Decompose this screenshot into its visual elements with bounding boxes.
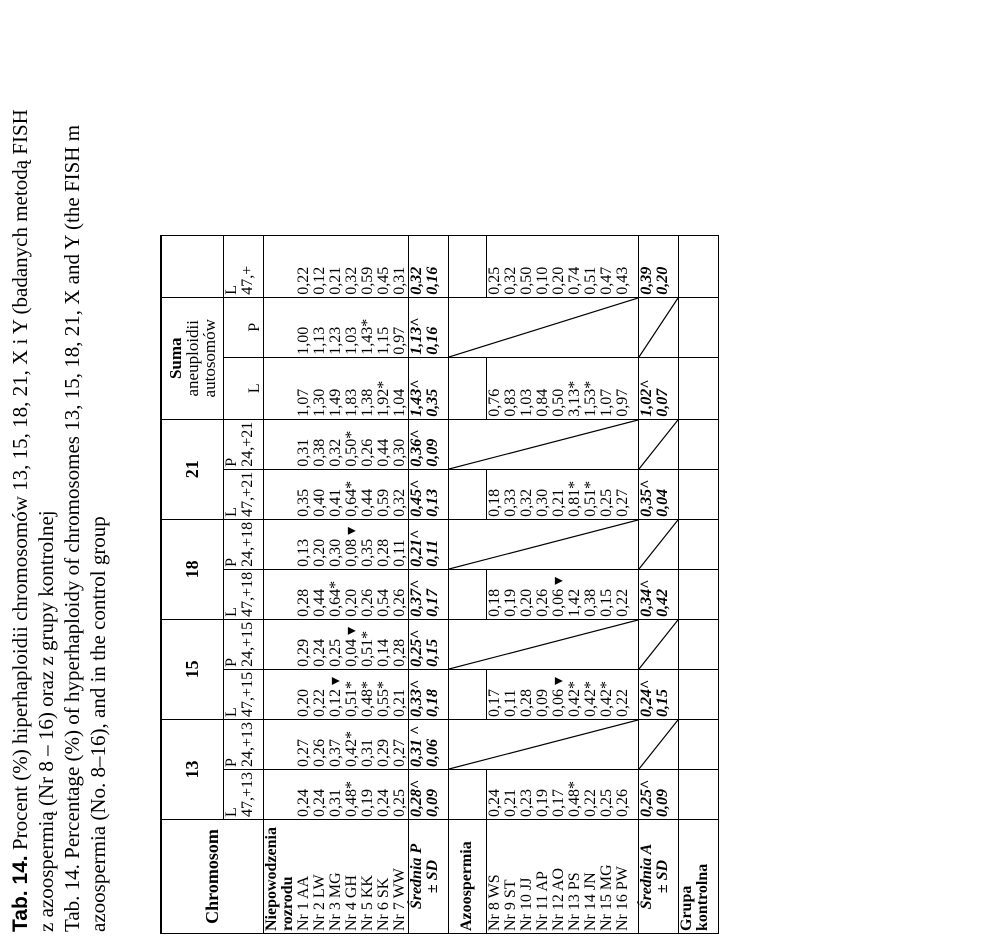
cell-value: 0,22	[310, 688, 328, 717]
sub-13-P: P 24,+13	[223, 719, 263, 769]
cell-value: 0,51*	[342, 680, 360, 717]
cell-value: 0,09	[423, 789, 441, 817]
cell-value: 0,04 ▾	[342, 626, 360, 667]
cell-value: 0,38	[581, 588, 599, 617]
cell-value: 0,22	[294, 266, 312, 295]
cell-value: 0,38	[310, 438, 328, 467]
mean1-row	[408, 235, 448, 933]
cell-value: 0,28	[374, 538, 392, 567]
cell-value: 0,31 ^	[407, 725, 425, 767]
cell-value: 0,27	[294, 738, 312, 767]
cell-value: 1,49	[326, 388, 344, 417]
cell-value: 0,74	[565, 266, 583, 295]
sub-15-P: P 24,+15	[223, 619, 263, 669]
cell-value: 0,32	[501, 266, 519, 295]
cell-value: 0,30	[533, 488, 551, 517]
cell-value: 0,22	[613, 688, 631, 717]
cell-value: 0,51	[581, 266, 599, 295]
cell-value: 0,43	[613, 266, 631, 295]
cell-value: 0,32	[517, 488, 535, 517]
cell-value: 1,04	[390, 388, 408, 417]
cell-value: 0,21	[549, 488, 567, 517]
cell-value: 0,45^	[407, 479, 425, 517]
cell-value: 0,18	[485, 588, 503, 617]
cell-value: 0,30	[390, 438, 408, 467]
cell-value: 0,27	[390, 738, 408, 767]
cell-value: 0,09	[653, 789, 671, 817]
cell-value: 1,13	[310, 326, 328, 355]
cell-value: 0,24	[310, 638, 328, 667]
cell-value: 0,42*	[565, 680, 583, 717]
cell-value: 0,23	[517, 789, 535, 817]
cell-value: 0,32	[342, 266, 360, 295]
row-label: Nr 2 LW	[310, 874, 328, 931]
control-label: Grupa kontrolna	[678, 820, 718, 934]
cell-value: 0,26	[358, 588, 376, 617]
row-label: Nr 13 PS	[565, 872, 583, 931]
cell-value: 1,02^	[637, 379, 655, 417]
g2-sumL	[486, 357, 638, 419]
row-label: Nr 6 SK	[374, 877, 392, 931]
cell-value: 0,32	[407, 266, 425, 295]
header-row	[161, 235, 223, 933]
cell-value: 0,12 ▾	[326, 676, 344, 717]
cell-value: 0,42	[653, 588, 671, 617]
row-label: Nr 1 AA	[294, 875, 312, 931]
cell-value: 0,15	[423, 638, 441, 667]
cell-value: 1,43^	[407, 379, 425, 417]
cell-value: 0,40	[310, 488, 328, 517]
g2-15L	[486, 669, 638, 719]
m1-13P	[408, 719, 448, 769]
m2-sumL	[638, 357, 678, 419]
cell-value: 0,31	[390, 266, 408, 295]
cell-value: 0,44	[374, 438, 392, 467]
m1-21P	[408, 419, 448, 469]
cell-value: 1,07	[294, 388, 312, 417]
caption-label: Tab. 14.	[9, 855, 32, 932]
suma-header	[161, 297, 223, 419]
cell-value: 0,20	[517, 588, 535, 617]
cell-value: 0,21	[501, 789, 519, 817]
cell-value: 1,38	[358, 388, 376, 417]
sub-21-L: L 47,+21	[223, 469, 263, 519]
m1-sumL	[408, 357, 448, 419]
g1-21P	[263, 419, 408, 469]
cell-value: 0,55*	[374, 680, 392, 717]
ctrl-15L	[678, 669, 718, 719]
cell-value: 0,28	[517, 688, 535, 717]
m1-15P	[408, 619, 448, 669]
azoo-13P-diagonal	[448, 719, 638, 769]
azoo-sumP-diagonal	[448, 297, 638, 357]
group1-row	[263, 235, 408, 933]
ctrl-21P	[678, 419, 718, 469]
g2-21L	[486, 469, 638, 519]
cell-value: 0,42*	[342, 730, 360, 767]
cell-value: 0,24	[374, 789, 392, 817]
cell-value: 0,11	[501, 689, 519, 717]
cell-value: 0,64*	[342, 480, 360, 517]
cell-value: 0,20	[342, 588, 360, 617]
ctrl-sumL	[678, 357, 718, 419]
cell-value: 0,50*	[342, 430, 360, 467]
cell-value: 0,21^	[407, 529, 425, 567]
cell-value: 0,11	[423, 539, 441, 567]
cell-value: 0,10	[533, 266, 551, 295]
cell-value: 1,03	[342, 326, 360, 355]
row-label: Nr 14 JN	[581, 872, 599, 931]
sub-suma-P: P	[223, 297, 263, 357]
cell-value: 0,25^	[637, 779, 655, 817]
cell-value: 0,15	[597, 588, 615, 617]
cell-value: 0,81*	[565, 480, 583, 517]
cell-value: 0,13	[423, 488, 441, 517]
ctrl-sumP	[678, 297, 718, 357]
ctrl-15P	[678, 619, 718, 669]
azoo-18L-blank	[448, 569, 486, 619]
m1-21L	[408, 469, 448, 519]
cell-value: 0,29	[294, 638, 312, 667]
data-table	[160, 235, 719, 934]
cell-value: 0,25	[326, 638, 344, 667]
cell-value: 1,43*	[358, 318, 376, 355]
ctrl-21L	[678, 469, 718, 519]
cell-value: 1,00	[294, 326, 312, 355]
cell-value: 0,24^	[637, 679, 655, 717]
cell-value: 0,35	[358, 538, 376, 567]
m1-18L	[408, 569, 448, 619]
cell-value: 1,53*	[581, 380, 599, 417]
cell-value: 0,22	[613, 588, 631, 617]
ctrl-13L	[678, 769, 718, 819]
row-label: Nr 15 MG	[597, 864, 615, 931]
cell-value: 1,07	[597, 388, 615, 417]
group1-labels	[263, 820, 408, 934]
cell-value: 0,35	[294, 488, 312, 517]
cell-value: 0,48*	[342, 781, 360, 817]
cell-value: 1,42	[565, 588, 583, 617]
m1-sumP	[408, 297, 448, 357]
row-label: Nr 9 ST	[501, 879, 519, 931]
cell-value: 0,24	[294, 789, 312, 817]
g1-sumL	[263, 357, 408, 419]
azoo-nextL-blank	[448, 235, 486, 297]
cell-value: 0,34^	[637, 579, 655, 617]
cell-value: 0,76	[485, 388, 503, 417]
azoo-15L-blank	[448, 669, 486, 719]
cell-value: 0,59	[374, 488, 392, 517]
cell-value: 0,50	[517, 266, 535, 295]
row-label: Nr 5 KK	[358, 875, 376, 931]
cell-value: 0,37	[326, 738, 344, 767]
cell-value: 1,03	[517, 388, 535, 417]
row-label: Nr 12 AO	[549, 867, 567, 931]
cell-value: 0,20	[549, 266, 567, 295]
cell-value: 1,13^	[407, 317, 425, 355]
g2-13L	[486, 769, 638, 819]
cell-value: 0,07	[653, 388, 671, 417]
cell-value: 0,15	[653, 688, 671, 717]
cell-value: 0,48*	[565, 781, 583, 817]
col-15-header: 15	[161, 619, 223, 719]
cell-value: 0,50	[549, 388, 567, 417]
cell-value: 0,44	[358, 488, 376, 517]
cell-value: 0,36^	[407, 429, 425, 467]
group1-title: Niepowodzenia	[262, 827, 280, 931]
cell-value: 0,17	[485, 688, 503, 717]
cell-value: 0,04	[653, 488, 671, 517]
mean2-row	[638, 235, 678, 933]
cell-value: 0,21	[390, 688, 408, 717]
ctrl-nextL	[678, 235, 718, 297]
mean2-label: Średnia A ± SD	[638, 820, 678, 934]
m2-18P-diagonal	[638, 519, 678, 569]
next-col-header	[161, 235, 223, 297]
cell-value: 0,12	[310, 266, 328, 295]
cell-value: 0,51*	[358, 630, 376, 667]
chromosom-header: Chromosom	[161, 820, 263, 934]
cell-value: 0,97	[613, 388, 631, 417]
sub-18-P: P 24,+18	[223, 519, 263, 569]
cell-value: 0,18	[423, 688, 441, 717]
col-18-header: 18	[161, 519, 223, 619]
suma-title: Suma	[165, 337, 185, 380]
azoo-sumL-blank	[448, 357, 486, 419]
cell-value: 0,25	[485, 266, 503, 295]
mean1-label: Średnia P ± SD	[408, 820, 448, 934]
m2-21P-diagonal	[638, 419, 678, 469]
azoo-15P-diagonal	[448, 619, 638, 669]
cell-value: 0,41	[326, 488, 344, 517]
row-label: Nr 8 WS	[485, 874, 503, 931]
m2-15P-diagonal	[638, 619, 678, 669]
m2-sumP-diagonal	[638, 297, 678, 357]
ctrl-18L	[678, 569, 718, 619]
col-21-header: 21	[161, 419, 223, 519]
control-row	[678, 235, 718, 933]
cell-value: 0,42*	[581, 680, 599, 717]
azoo-21L-blank	[448, 469, 486, 519]
cell-value: 0,06 ▾	[549, 576, 567, 617]
cell-value: 0,13	[294, 538, 312, 567]
suma-sub1: aneuploidii	[182, 320, 202, 397]
caption-pl	[8, 109, 33, 932]
m1-18P	[408, 519, 448, 569]
azoo-18P-diagonal	[448, 519, 638, 569]
azoo-13L-blank	[448, 769, 486, 819]
g1-13L	[263, 769, 408, 819]
sub-21-P: P 24,+21	[223, 419, 263, 469]
cell-value: 1,92*	[374, 380, 392, 417]
cell-value: 0,33	[501, 488, 519, 517]
cell-value: 0,29	[374, 738, 392, 767]
col-13-header: 13	[161, 719, 223, 819]
row-label: Nr 3 MG	[326, 872, 344, 931]
cell-value: 0,06 ▾	[549, 676, 567, 717]
azoo-21P-diagonal	[448, 419, 638, 469]
g1-sumP	[263, 297, 408, 357]
cell-value: 0,28	[390, 638, 408, 667]
cell-value: 0,35	[423, 388, 441, 417]
cell-value: 0,47	[597, 266, 615, 295]
cell-value: 0,19	[501, 588, 519, 617]
cell-value: 0,19	[358, 789, 376, 817]
m2-13L	[638, 769, 678, 819]
g1-18L	[263, 569, 408, 619]
ctrl-18P	[678, 519, 718, 569]
m2-13P-diagonal	[638, 719, 678, 769]
cell-value: 0,09	[423, 438, 441, 467]
cell-value: 0,26	[533, 588, 551, 617]
cell-value: 0,39	[637, 266, 655, 295]
cell-value: 0,17	[423, 588, 441, 617]
cell-value: 3,13*	[565, 380, 583, 417]
row-label: Nr 11 AP	[533, 871, 551, 931]
cell-value: 0,31	[326, 789, 344, 817]
m1-nextL	[408, 235, 448, 297]
row-label: Nr 4 GH	[342, 875, 360, 931]
cell-value: 0,48*	[358, 680, 376, 717]
row-label: Nr 7 WW	[390, 868, 408, 931]
g1-15L	[263, 669, 408, 719]
cell-value: 0,08 ▾	[342, 526, 360, 567]
cell-value: 0,27	[613, 488, 631, 517]
row-label: Nr 16 PW	[613, 866, 631, 931]
cell-value: 0,42*	[597, 680, 615, 717]
cell-value: 0,32	[326, 438, 344, 467]
m2-15L	[638, 669, 678, 719]
azoo-heading-row	[448, 235, 486, 933]
caption-en: Tab. 14. Percentage (%) of hyperhaploidy of chromosomes 13, 15, 18, 21, X and Y (the FISH m	[60, 124, 84, 932]
suma-sub2: autosomów	[199, 319, 219, 398]
cell-value: 0,30	[326, 538, 344, 567]
cell-value: 0,16	[423, 326, 441, 355]
cell-value: 0,64*	[326, 580, 344, 617]
cell-value: 0,24	[310, 789, 328, 817]
m2-21L	[638, 469, 678, 519]
group1-title2: rozrodu	[278, 876, 296, 931]
group2-labels	[486, 820, 638, 934]
cell-value: 0,28^	[407, 779, 425, 817]
cell-value: 0,20	[294, 688, 312, 717]
sub-15-L: L 47,+15	[223, 669, 263, 719]
cell-value: 0,35^	[637, 479, 655, 517]
sub-18-L: L 47,+18	[223, 569, 263, 619]
cell-value: 0,26	[390, 588, 408, 617]
cell-value: 0,16	[423, 266, 441, 295]
cell-value: 0,26	[613, 789, 631, 817]
sub-next-L: L 47,+	[223, 235, 263, 297]
cell-value: 0,25	[390, 789, 408, 817]
sub-13-L: L 47,+13	[223, 769, 263, 819]
cell-value: 0,31	[294, 438, 312, 467]
cell-value: 0,28	[294, 588, 312, 617]
cell-value: 1,83	[342, 388, 360, 417]
cell-value: 1,23	[326, 326, 344, 355]
row-label: Nr 10 JJ	[517, 877, 535, 931]
g1-18P	[263, 519, 408, 569]
cell-value: 0,06	[423, 738, 441, 767]
cell-value: 0,25^	[407, 629, 425, 667]
cell-value: 0,32	[390, 488, 408, 517]
cell-value: 0,97	[390, 326, 408, 355]
cell-value: 0,25	[597, 789, 615, 817]
cell-value: 0,24	[485, 789, 503, 817]
g1-21L	[263, 469, 408, 519]
cell-value: 0,20	[310, 538, 328, 567]
cell-value: 0,84	[533, 388, 551, 417]
cell-value: 0,25	[597, 488, 615, 517]
cell-value: 0,26	[358, 438, 376, 467]
cell-value: 0,11	[390, 539, 408, 567]
cell-value: 0,20	[653, 266, 671, 295]
g2-nextL	[486, 235, 638, 297]
caption-en-line2: azoospermia (No. 8–16), and in the control group	[86, 516, 110, 932]
azoo-label: Azoospermia	[448, 820, 486, 934]
g2-18L	[486, 569, 638, 619]
cell-value: 0,51*	[581, 480, 599, 517]
cell-value: 0,09	[533, 688, 551, 717]
sub-suma-L: L	[223, 357, 263, 419]
cell-value: 0,44	[310, 588, 328, 617]
caption-pl-text: Procent (%) hiperhaploidii chromosomów 13, 15, 18, 21, X i Y (badanych metodą FISH	[8, 109, 32, 856]
g1-13P	[263, 719, 408, 769]
cell-value: 0,59	[358, 266, 376, 295]
cell-value: 0,33^	[407, 679, 425, 717]
m1-13L	[408, 769, 448, 819]
cell-value: 1,15	[374, 326, 392, 355]
cell-value: 0,31	[358, 738, 376, 767]
m2-nextL	[638, 235, 678, 297]
cell-value: 0,83	[501, 388, 519, 417]
cell-value: 0,26	[310, 738, 328, 767]
cell-value: 0,54	[374, 588, 392, 617]
cell-value: 0,45	[374, 266, 392, 295]
cell-value: 0,37^	[407, 579, 425, 617]
g1-15P	[263, 619, 408, 669]
cell-value: 0,22	[581, 789, 599, 817]
ctrl-13P	[678, 719, 718, 769]
cell-value: 0,21	[326, 266, 344, 295]
caption-pl-line2: z azoospermią (Nr 8 – 16) oraz z grupy kontrolnej	[34, 510, 58, 932]
cell-value: 0,17	[549, 789, 567, 817]
m2-18L	[638, 569, 678, 619]
cell-value: 0,14	[374, 638, 392, 667]
cell-value: 0,19	[533, 789, 551, 817]
cell-value: 0,18	[485, 488, 503, 517]
g1-nextL	[263, 235, 408, 297]
cell-value: 1,30	[310, 388, 328, 417]
m1-15L	[408, 669, 448, 719]
